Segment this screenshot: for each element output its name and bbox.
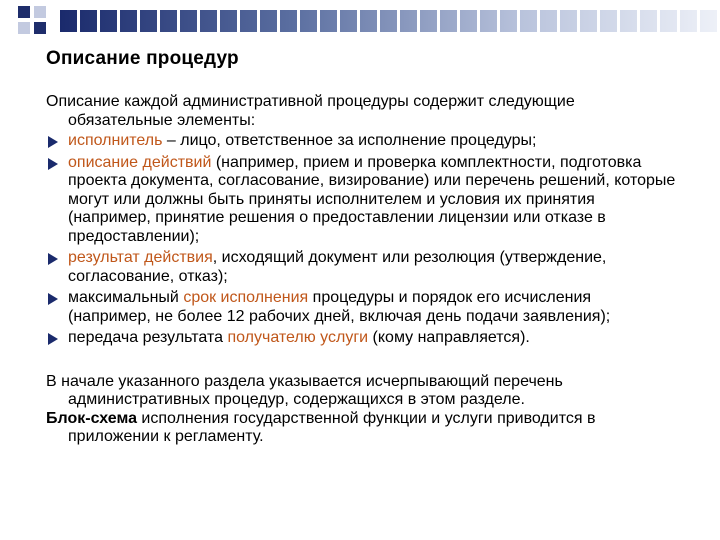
list-item bbox=[46, 249, 678, 286]
intro-paragraph: Описание каждой административной процедуры содержит следующие обязательные элементы: bbox=[46, 93, 575, 129]
section-paragraph: В начале указанного раздела указывается исчерпывающий перечень административных процедур, содержащихся в этом разделе. bbox=[46, 372, 563, 408]
slide-body bbox=[46, 93, 678, 447]
decorative-square bbox=[18, 6, 30, 18]
flowchart-paragraph bbox=[46, 410, 678, 447]
decorative-square bbox=[18, 22, 30, 34]
highlight-term: получателю услуги bbox=[227, 329, 369, 346]
list-item bbox=[46, 132, 678, 151]
spacer bbox=[46, 351, 678, 373]
triangle-bullet-icon bbox=[48, 158, 58, 170]
item-text: максимальный bbox=[68, 289, 184, 306]
triangle-bullet-icon bbox=[48, 253, 58, 265]
decorative-top-band bbox=[60, 10, 720, 32]
item-text: – лицо, ответственное за исполнение процедуры; bbox=[162, 132, 537, 149]
list-item bbox=[46, 289, 678, 326]
list-item bbox=[46, 154, 678, 247]
bullet-list bbox=[46, 132, 678, 348]
item-text: передача результата bbox=[68, 329, 228, 346]
item-text: , исходящий документ или резолюция (утверждение, согласование, отказ); bbox=[68, 249, 607, 285]
paragraph-text: исполнения государственной функции и услуги приводится в приложении к регламенту. bbox=[68, 409, 596, 445]
triangle-bullet-icon bbox=[48, 136, 58, 148]
triangle-bullet-icon bbox=[48, 333, 58, 345]
decorative-square bbox=[34, 6, 46, 18]
item-text: (кому направляется). bbox=[368, 329, 530, 346]
item-text: (например, прием и проверка комплектности, подготовка проекта документа, согласование, визирование) или перечень решений, которые могут или должны быть приняты исполнителем и условия их принятия (например, принятие решения о предоставлении лицензии или отказе в предоставлении); bbox=[68, 153, 676, 245]
highlight-term: результат действия bbox=[68, 249, 213, 266]
list-item bbox=[46, 329, 678, 348]
bold-term: Блок-схема bbox=[46, 409, 137, 427]
triangle-bullet-icon bbox=[48, 293, 58, 305]
decorative-square bbox=[34, 22, 46, 34]
highlight-term: срок исполнения bbox=[183, 289, 309, 306]
highlight-term: исполнитель bbox=[68, 132, 163, 149]
page-title: Описание процедур bbox=[46, 48, 239, 69]
item-text: процедуры и порядок его исчисления (например, не более 12 рабочих дней, включая день подачи заявления); bbox=[68, 289, 611, 325]
highlight-term: описание действий bbox=[68, 153, 212, 171]
